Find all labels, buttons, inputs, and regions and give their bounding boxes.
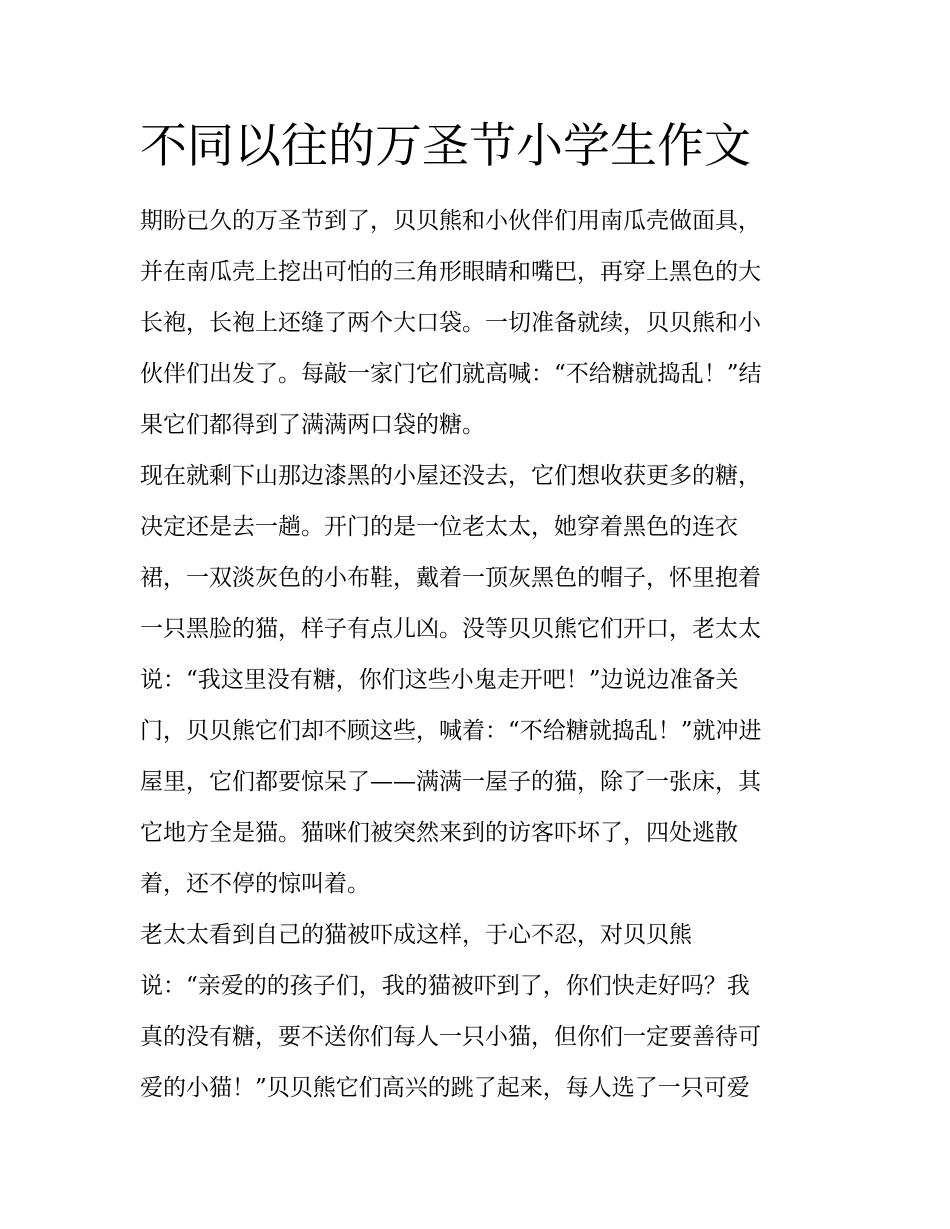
text-line: 现在就剩下山那边漆黑的小屋还没去，它们想收获更多的糖，	[140, 463, 761, 489]
text-line: 期盼已久的万圣节到了，贝贝熊和小伙伴们用南瓜壳做面具，	[140, 208, 761, 234]
text-line: 它地方全是猫。猫咪们被突然来到的访客吓坏了，四处逃散	[140, 820, 738, 846]
text-line: 决定还是去一趟。开门的是一位老太太，她穿着黑色的连衣	[140, 514, 738, 540]
essay-body	[140, 196, 820, 1114]
text-line: 说：“亲爱的的孩子们，我的猫被吓到了，你们快走好吗？我	[140, 973, 750, 999]
text-line: 真的没有糖，要不送你们每人一只小猫，但你们一定要善待可	[140, 1024, 761, 1050]
text-line: 一只黑脸的猫，样子有点儿凶。没等贝贝熊它们开口，老太太	[140, 616, 761, 642]
text-line: 门，贝贝熊它们却不顾这些，喊着：“不给糖就捣乱！”就冲进	[140, 718, 762, 744]
text-line: 屋里，它们都要惊呆了——满满一屋子的猫，除了一张床，其	[140, 769, 761, 795]
text-line: 长袍，长袍上还缝了两个大口袋。一切准备就续，贝贝熊和小	[140, 310, 761, 336]
text-line: 爱的小猫！”贝贝熊它们高兴的跳了起来，每人选了一只可爱	[140, 1075, 750, 1101]
page-title: 不同以往的万圣节小学生作文	[140, 119, 751, 174]
text-line: 并在南瓜壳上挖出可怕的三角形眼睛和嘴巴，再穿上黑色的大	[140, 259, 761, 285]
text-line: 果它们都得到了满满两口袋的糖。	[140, 412, 485, 438]
text-line: 伙伴们出发了。每敲一家门它们就高喊：“不给糖就捣乱！”结	[140, 361, 762, 387]
text-line: 老太太看到自己的猫被吓成这样，于心不忍，对贝贝熊	[140, 922, 692, 948]
text-line: 裙，一双淡灰色的小布鞋，戴着一顶灰黑色的帽子，怀里抱着	[140, 565, 761, 591]
text-line: 着，还不停的惊叫着。	[140, 871, 370, 897]
text-line: 说：“我这里没有糖，你们这些小鬼走开吧！”边说边准备关	[140, 667, 739, 693]
